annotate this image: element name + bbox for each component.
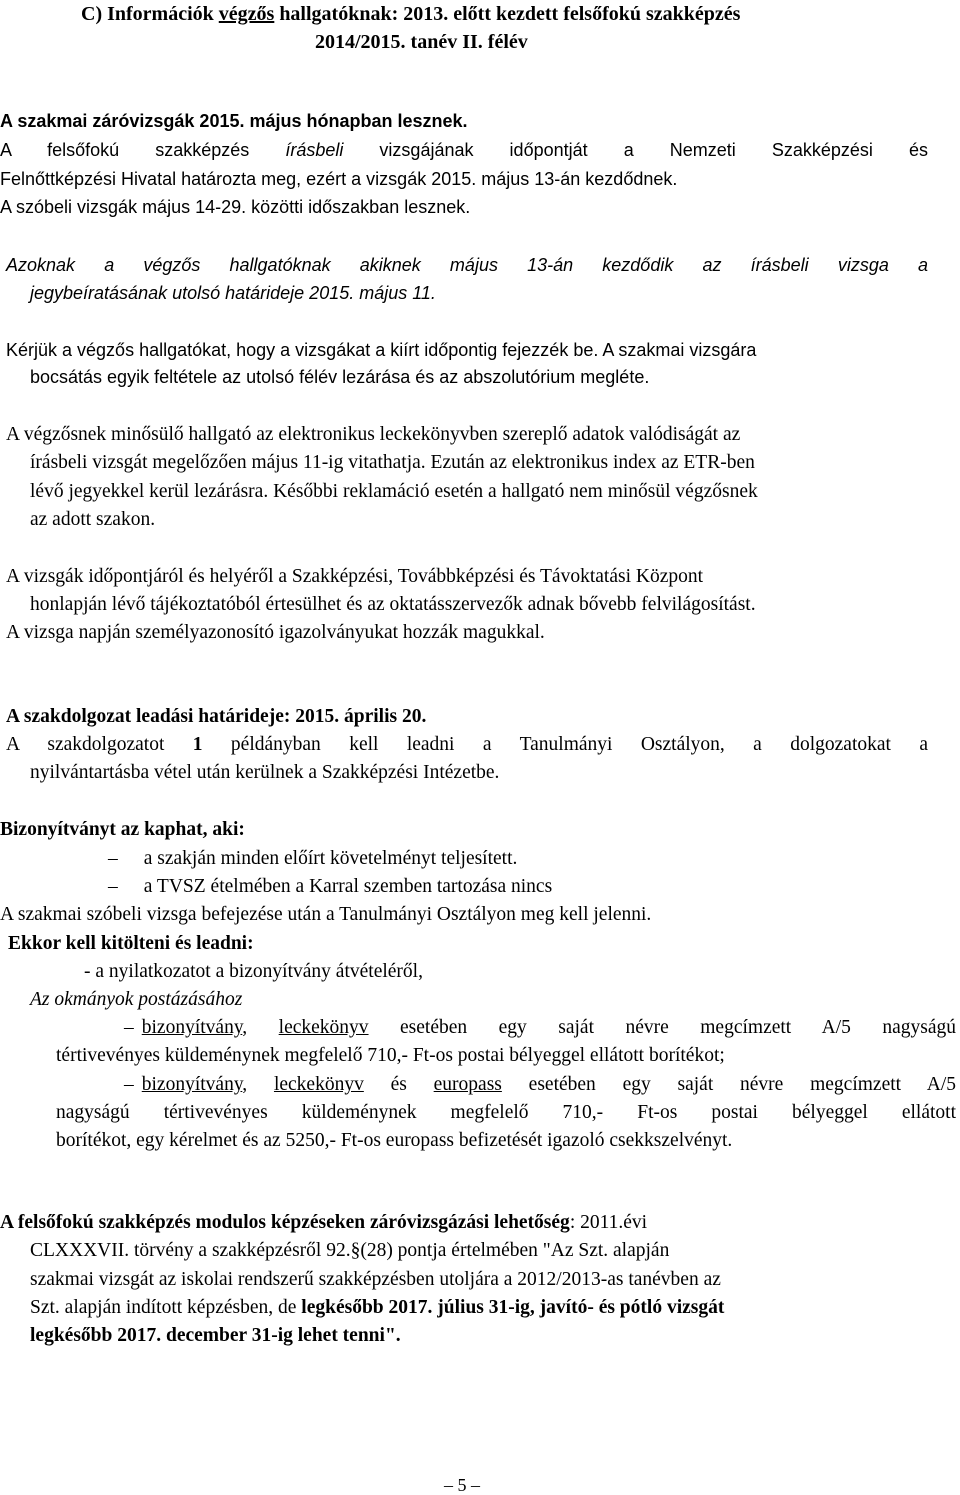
exams-para1-line2: Felnőttképzési Hivatal határozta meg, ezért a vizsgák 2015. május 13-án kezdődnek. xyxy=(0,169,678,189)
postal-item-1-line1 xyxy=(124,1018,956,1038)
request-line1: Kérjük a végzős hallgatókat, hogy a vizsgákat a kiírt időpontig fejezzék be. A szakmai vizsgára xyxy=(6,340,757,360)
underlined-doc: leckekönyv xyxy=(278,1017,369,1038)
underlined-doc: bizonyítvány xyxy=(141,1017,243,1038)
page-number: – 5 – xyxy=(444,1475,480,1495)
text: a szakján minden előírt követelményt teljesített. xyxy=(143,848,518,869)
thesis-line1 xyxy=(6,735,928,755)
italic-word: írásbeli xyxy=(285,140,344,160)
modular-line2: CLXXXVII. törvény a szakképzésről 92.§(28) pontja értelmében "Az Szt. alapján xyxy=(30,1240,670,1261)
title-text-rest: hallgatóknak: 2013. előtt kezdett felsőfokú szakképzés xyxy=(274,3,741,25)
postal-item-2-line2: nagyságú tértivevényes küldeménynek megfelelő 710,- Ft-os postai bélyeggel ellátott xyxy=(56,1102,956,1123)
statement-item: - a nyilatkozatot a bizonyítvány átvételéről, xyxy=(84,961,423,982)
postal-heading: Az okmányok postázásához xyxy=(30,989,243,1010)
deadline-note-line1: Azoknak a végzős hallgatóknak akiknek május 13-án kezdődik az írásbeli vizsga a xyxy=(6,255,928,275)
text: A szakdolgozatot xyxy=(6,734,193,755)
deadline-bold: legkésőbb 2017. július 31-ig, javító- és pótló vizsgát xyxy=(301,1297,725,1318)
dash-bullet: – xyxy=(124,1074,134,1095)
dispute-line4: az adott szakon. xyxy=(30,509,156,530)
text: példányban kell leadni a Tanulmányi Osztályon, a dolgozatokat a xyxy=(202,734,928,755)
modular-heading: A felsőfokú szakképzés modulos képzéseken záróvizsgázási lehetőség xyxy=(0,1212,570,1233)
modular-line4 xyxy=(30,1298,724,1318)
page-subtitle: 2014/2015. tanév II. félév xyxy=(315,31,528,53)
text: a TVSZ ételmében a Karral szemben tartozása nincs xyxy=(143,876,553,897)
text: esetében egy saját névre megcímzett A/5 xyxy=(501,1074,957,1095)
title-underlined: végzős xyxy=(218,3,275,25)
postal-item-1-line2: tértivevényes küldeménynek megfelelő 710,- Ft-os postai bélyeggel ellátott borítékot; xyxy=(56,1045,725,1066)
certificate-heading: Bizonyítványt az kaphat, aki: xyxy=(0,819,245,840)
deadline-note-line2: jegybeíratásának utolsó határideje 2015. május 11. xyxy=(30,283,436,303)
thesis-heading: A szakdolgozat leadási határideje: 2015. április 20. xyxy=(6,706,427,727)
request-line2: bocsátás egyik feltétele az utolsó félév lezárása és az abszolutórium megléte. xyxy=(30,367,650,387)
modular-line3: szakmai vizsgát az iskolai rendszerű szakképzésben utoljára a 2012/2013-as tanévben az xyxy=(30,1269,721,1290)
text: : 2011.évi xyxy=(569,1212,648,1233)
dispute-line3: lévő jegyekkel kerül lezárásra. Későbbi reklamáció esetén a hallgató nem minősül végzősnek xyxy=(30,481,758,502)
thesis-line2: nyilvántartásba vétel után kerülnek a Szakképzési Intézetbe. xyxy=(30,762,500,783)
oral-exam-note: A szakmai szóbeli vizsga befejezése után a Tanulmányi Osztályon meg kell jelenni. xyxy=(0,904,652,925)
certificate-item-1 xyxy=(108,849,517,869)
postal-item-2-line3: borítékot, egy kérelmet és az 5250,- Ft-os europass befizetését igazoló csekkszelvényt. xyxy=(56,1130,733,1151)
page-title xyxy=(81,4,740,24)
modular-line1 xyxy=(0,1213,647,1233)
dash-bullet: – xyxy=(108,876,118,897)
underlined-doc: europass xyxy=(433,1074,502,1095)
modular-line5: legkésőbb 2017. december 31-ig lehet tenni". xyxy=(30,1325,401,1346)
exams-heading: A szakmai záróvizsgák 2015. május hónapban lesznek. xyxy=(0,111,468,131)
info-line3: A vizsga napján személyazonosító igazolványukat hozzák magukkal. xyxy=(6,622,545,643)
fill-in-heading: Ekkor kell kitölteni és leadni: xyxy=(8,933,254,954)
dash-bullet: – xyxy=(108,848,118,869)
dash-bullet: – xyxy=(124,1017,134,1038)
text: Szt. alapján indított képzésben, de xyxy=(30,1297,302,1318)
info-line2: honlapján lévő tájékoztatóból értesülhet és az oktatásszervezők adnak bővebb felvilágosítást. xyxy=(30,594,756,615)
dispute-line1: A végzősnek minősülő hallgató az elektronikus leckekönyvben szereplő adatok valódiságát az xyxy=(6,424,741,445)
exams-para1-line1 xyxy=(0,141,928,159)
text: és xyxy=(363,1074,434,1095)
exams-para1-line3: A szóbeli vizsgák május 14-29. közötti időszakban lesznek. xyxy=(0,197,471,217)
text: A felsőfokú szakképzés xyxy=(0,140,286,160)
title-text: C) Információk xyxy=(81,3,219,25)
text: vizsgájának időpontját a Nemzeti Szakképzési és xyxy=(343,140,928,160)
text: esetében egy saját névre megcímzett A/5 nagyságú xyxy=(368,1017,956,1038)
copies-count: 1 xyxy=(192,734,203,755)
underlined-doc: leckekönyv xyxy=(273,1074,364,1095)
postal-item-2-line1 xyxy=(124,1075,956,1095)
certificate-item-2 xyxy=(108,877,552,897)
text: , xyxy=(242,1017,279,1038)
dispute-line2: írásbeli vizsgát megelőzően május 11-ig vitathatja. Ezután az elektronikus index az ETR-ben xyxy=(30,452,755,473)
info-line1: A vizsgák időpontjáról és helyéről a Szakképzési, Továbbképzési és Távoktatási Központ xyxy=(6,566,704,587)
underlined-doc: bizonyítvány xyxy=(141,1074,243,1095)
text: , xyxy=(242,1074,274,1095)
